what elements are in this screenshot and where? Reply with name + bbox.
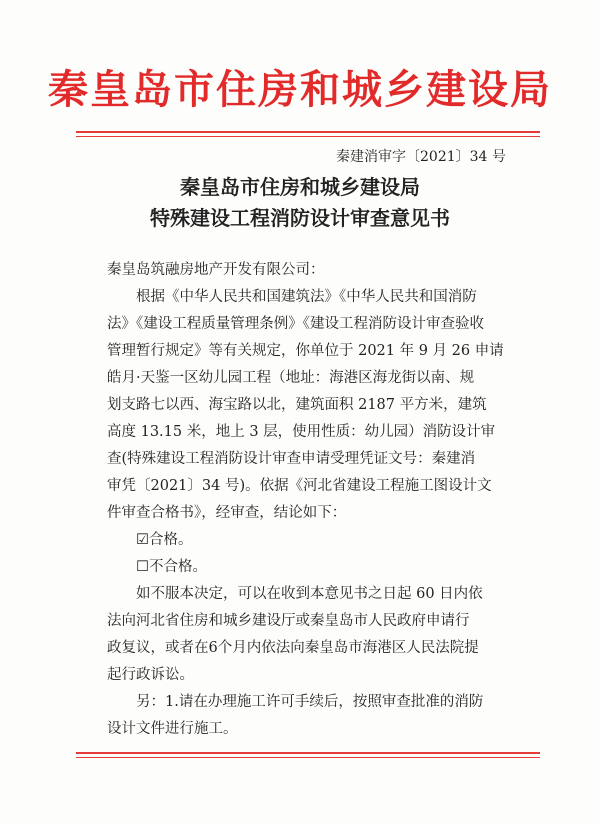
conclusion-pass-checkbox: ☑合格。 [136, 532, 193, 548]
document-title-line-1: 秦皇岛市住房和城乡建设局 [180, 175, 420, 199]
appeal-line: 政复议，或者在6个月内依法向秦皇岛市海港区人民法院提 [107, 640, 479, 656]
footer-red-rule [76, 752, 540, 754]
document-title-line-2: 特殊建设工程消防设计审查意见书 [150, 206, 450, 230]
body-line: 查(特殊建设工程消防设计审查申请受理凭证文号：秦建消 [107, 451, 476, 467]
body-line: 审凭〔2021〕34 号)。依据《河北省建设工程施工图设计文 [107, 478, 492, 494]
body-line: 根据《中华人民共和国建筑法》《中华人民共和国消防 [136, 289, 477, 305]
body-line: 高度 13.15 米，地上 3 层，使用性质：幼儿园）消防设计审 [107, 424, 496, 440]
appeal-line: 如不服本决定，可以在收到本意见书之日起 60 日内依 [136, 586, 483, 602]
conclusion-fail-checkbox: ☐不合格。 [136, 559, 207, 575]
body-line: 划支路七以西、海宝路以北，建筑面积 2187 平方米，建筑 [107, 397, 487, 413]
note-line: 设计文件进行施工。 [107, 721, 238, 737]
letterhead-red-rule [76, 131, 540, 133]
conclusion-block [107, 527, 507, 581]
footer-red-rule-thin [76, 757, 540, 758]
note-paragraph [107, 689, 507, 743]
body-line: 法》《建设工程质量管理条例》《建设工程消防设计审查验收 [107, 316, 484, 332]
letterhead-agency-name: 秦皇岛市住房和城乡建设局 [48, 66, 552, 113]
appeal-line: 起行政诉讼。 [107, 667, 194, 683]
addressee-line: 秦皇岛筑融房地产开发有限公司： [107, 262, 325, 278]
appeal-line: 法向河北省住房和城乡建设厅或秦皇岛市人民政府申请行 [107, 613, 470, 629]
note-line: 另：1.请在办理施工许可手续后，按照审查批准的消防 [136, 694, 484, 710]
body-line: 皓月·天鉴一区幼儿园工程（地址：海港区海龙街以南、规 [107, 370, 475, 386]
body-line: 管理暂行规定》等有关规定，你单位于 2021 年 9 月 26 申请 [107, 343, 504, 359]
appeal-paragraph [107, 581, 507, 689]
letterhead-red-rule-thin [76, 136, 540, 137]
body-paragraph [107, 284, 507, 527]
document-number: 秦建消审字〔2021〕34 号 [336, 149, 506, 165]
body-line: 件审查合格书》，经审查，结论如下： [107, 505, 347, 521]
addressee [107, 257, 507, 284]
